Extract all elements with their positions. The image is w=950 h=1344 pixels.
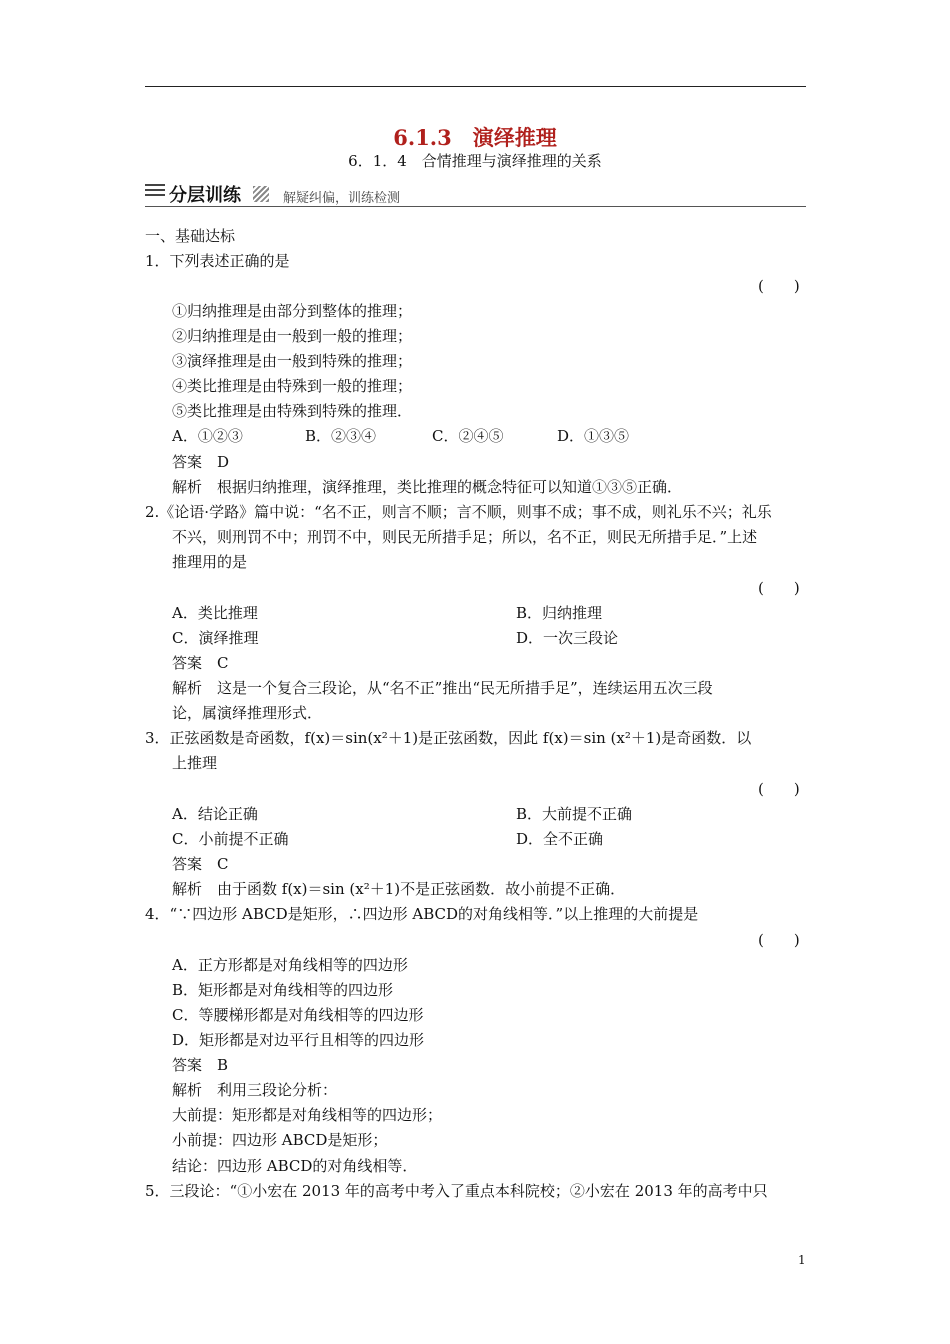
page-subtitle: 6．1．4 合情推理与演绎推理的关系 (348, 152, 602, 170)
text-line: 答案 C (172, 855, 229, 873)
text-line: D．一次三段论 (516, 629, 619, 647)
text-line: 不兴，则刑罚不中；刑罚不中，则民无所措手足；所以，名不正，则民无所措手足．”上述 (172, 528, 758, 546)
text-line: C．小前提不正确 (172, 830, 289, 848)
text-line: C．②④⑤ (432, 427, 504, 445)
text-line: 答案 B (172, 1056, 229, 1074)
text-line: A．①②③ (172, 427, 243, 445)
text-line: C．等腰梯形都是对角线相等的四边形 (172, 1006, 424, 1024)
text-line: 5．三段论：“①小宏在 2013 年的高考中考入了重点本科院校；②小宏在 2013 年的高考中只 (145, 1182, 768, 1200)
text-line: D．①③⑤ (557, 427, 630, 445)
text-line: ③演绎推理是由一般到特殊的推理； (172, 352, 413, 370)
answer-bracket: ( ) (758, 780, 800, 798)
text-line: 解析 这是一个复合三段论，从“名不正”推出“民无所措手足”，连续运用五次三段 (172, 679, 713, 697)
text-line: C．演绎推理 (172, 629, 259, 647)
text-line: ④类比推理是由特殊到一般的推理； (172, 377, 413, 395)
text-line: 解析 利用三段论分析： (172, 1081, 338, 1099)
text-line: 4．“∵四边形 ABCD是矩形，∴四边形 ABCD的对角线相等．”以上推理的大前提是 (145, 905, 699, 923)
page-title: 6.1.3 演绎推理 (393, 125, 557, 150)
section-sub: 解疑纠偏，训练检测 (283, 191, 401, 206)
header-rule (145, 86, 806, 87)
text-line: 3．正弦函数是奇函数，f(x)＝sin(x²＋1)是正弦函数，因此 f(x)＝sin (x²＋1)是奇函数．以 (145, 729, 752, 747)
text-line: A．结论正确 (172, 805, 258, 823)
text-line: ⑤类比推理是由特殊到特殊的推理． (172, 402, 413, 420)
answer-bracket: ( ) (758, 931, 800, 949)
text-line: A．正方形都是对角线相等的四边形 (172, 956, 408, 974)
text-line: 结论：四边形 ABCD的对角线相等． (172, 1157, 418, 1175)
text-line: 小前提：四边形 ABCD是矩形； (172, 1131, 388, 1149)
text-line: A．类比推理 (172, 604, 258, 622)
text-line: 解析 由于函数 f(x)＝sin (x²＋1)不是正弦函数．故小前提不正确． (172, 880, 626, 898)
text-line: 解析 根据归纳推理，演绎推理，类比推理的概念特征可以知道①③⑤正确． (172, 478, 683, 496)
text-line: ①归纳推理是由部分到整体的推理； (172, 302, 413, 320)
answer-bracket: ( ) (758, 277, 800, 295)
text-line: 答案 C (172, 654, 229, 672)
stripe-icon (253, 186, 269, 202)
text-line: D．矩形都是对边平行且相等的四边形 (172, 1031, 425, 1049)
text-line: ②归纳推理是由一般到一般的推理； (172, 327, 413, 345)
text-line: B．②③④ (305, 427, 377, 445)
text-line: B．大前提不正确 (516, 805, 633, 823)
section-header (145, 180, 806, 207)
section-label: 分层训练 (169, 185, 241, 206)
text-line: 答案 D (172, 453, 230, 471)
text-line: B．归纳推理 (516, 604, 603, 622)
text-line: 2.《论语·学路》篇中说：“名不正，则言不顺；言不顺，则事不成；事不成，则礼乐不兴；礼乐 (145, 503, 772, 521)
page-number: 1 (798, 1253, 806, 1267)
text-line: D．全不正确 (516, 830, 604, 848)
text-line: 一、基础达标 (145, 227, 236, 245)
answer-bracket: ( ) (758, 579, 800, 597)
text-line: 推理用的是 (172, 553, 248, 571)
text-line: 上推理 (172, 754, 218, 772)
lines-icon (145, 184, 165, 200)
text-line: 论，属演绎推理形式． (172, 704, 323, 722)
text-line: 大前提：矩形都是对角线相等的四边形； (172, 1106, 443, 1124)
text-line: 1．下列表述正确的是 (145, 252, 290, 270)
text-line: B．矩形都是对角线相等的四边形 (172, 981, 394, 999)
